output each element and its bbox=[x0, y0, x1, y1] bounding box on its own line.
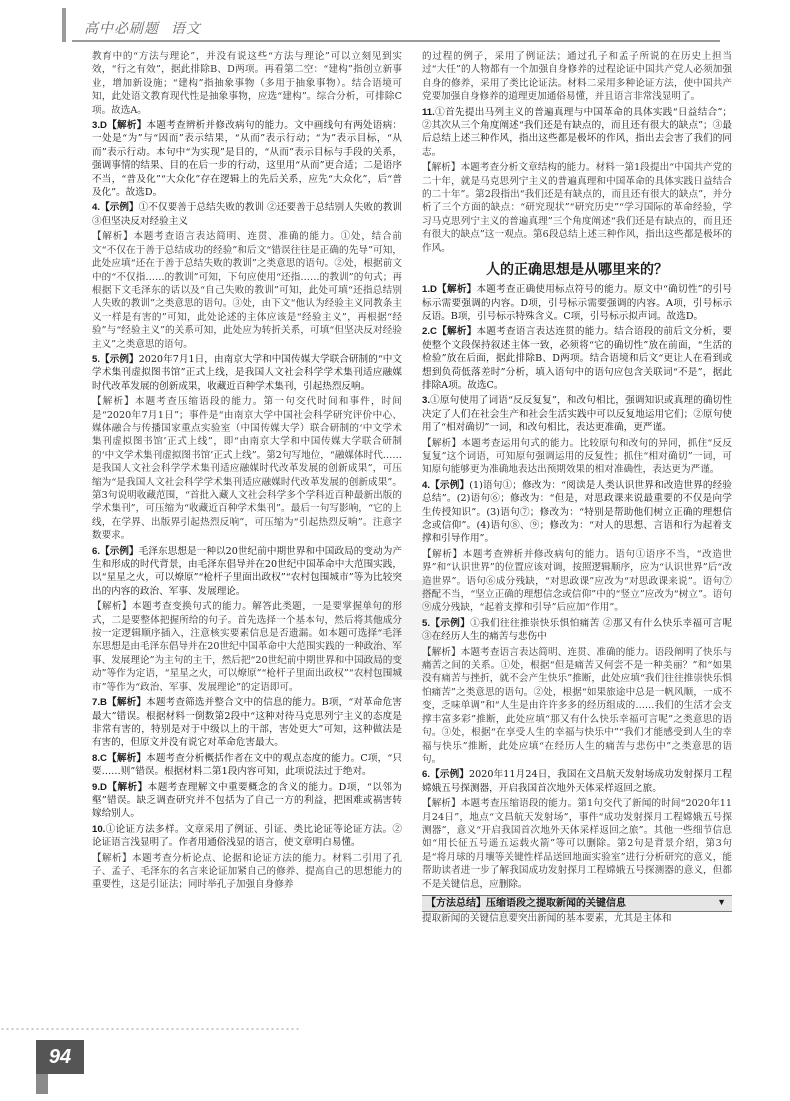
item-number: 3. bbox=[422, 395, 431, 407]
item-text: 毛泽东思想是一种以20世纪前中期世界和中国政局的变动为产生和形成的时代背景，由毛泽东倡导并在20世纪中国革命中大范围实践，以“星星之火，可以燎原”“枪杆子里面出政权”“农村包围城市”等为比较突出的内容的政治、军事、发展理论。 bbox=[92, 545, 402, 597]
item-tag: 【解析】 bbox=[436, 326, 477, 338]
method-summary-label: 【方法总结】压缩语段之提取新闻的关键信息 bbox=[426, 897, 626, 909]
answer-item bbox=[422, 768, 732, 795]
answer-letter: D bbox=[100, 120, 107, 132]
answer-item bbox=[92, 201, 402, 228]
item-number: 7. bbox=[92, 697, 101, 709]
analysis-paragraph: 教育中的“方法与理论”，并没有说这些“方法与理论”可以立刻见到实效，“行之有效”，据此排除B、D两项。再看第二空：“建构”指创立新事业，增加新设施；“建构”指抽象事物（多用于抽象事物）。结合语境可知，此处语文教育现代性是抽象事物，应选“建构”。综合分析，可排除C项。故选A。 bbox=[92, 51, 402, 116]
answer-letter: C bbox=[430, 326, 437, 338]
item-number: 6. bbox=[422, 769, 431, 781]
page-number: 94 bbox=[36, 1040, 84, 1074]
answer-item bbox=[92, 781, 402, 821]
item-number: 9. bbox=[92, 781, 101, 793]
section-title: 人的正确思想是从哪里来的？ bbox=[486, 261, 668, 278]
item-tag: 【示例】 bbox=[430, 617, 471, 629]
item-number: 6. bbox=[92, 545, 101, 557]
analysis-paragraph: 【解析】本题考查压缩语段的能力。第一句交代时间和事件，时间是“2020年7月1日”；事件是“由南京大学中国社会科学研究评价中心、媒体融合与传播国家重点实验室（中国传媒大学）联合研制的‘中文学术集刊虚拟图书馆’正式上线”，即“由南京大学和中国传媒大学联合研制的‘中文学术集刊虚拟图书馆’正式上线”。第2句写地位，“融媒体时代……是我国人文社会科学学术集刊适应融媒时代改革发展的创新成果”，可压缩为“是我国人文社会科学学术集刊适应融媒时代改革发展的创新成果”。第3句说明收藏范围，“首批入藏人文社会科学多个学科近百种最新出版的学术集刊”，可压缩为“收藏近百种学术集刊”。最后一句写影响，“它的上线，在学界、出版界引起热烈反响”，可压缩为“引起热烈反响”。注意字数要求。 bbox=[92, 396, 402, 542]
item-number: 8. bbox=[92, 752, 101, 764]
item-text: 本题考查筛选并整合文中的信息的能力。B项，“对革命危害最大”错误。根据材料一倒数第2段中“这种对待马克思列宁主义的态度是非常有害的，特别是对于中级以上的干部，害处更大”可知，这种做法是有害的，但原文并没有说它对革命危害最大。 bbox=[92, 697, 402, 749]
item-tag: 【解析】 bbox=[106, 781, 148, 793]
item-text: ①论证方法多样。文章采用了例证、引证、类比论证等论证方法。②论证语言浅显明了。作者用通俗浅显的语言，使文章明白易懂。 bbox=[92, 823, 402, 849]
answer-item bbox=[92, 823, 402, 850]
item-text: 本题考查辨析并修改病句的能力。文中画线句有两处语病：一处是“为”与“因而”表示结果，“从而”表示行动；“为”表示目标，“从而”表示行动。本句中“为实现”是目的，“从而”表示目标与手段的关系，强调事情的结果、目的在后一步的行动，这里用“从而”更合适；二是语序不当，“普及化”“大众化”存在逻辑上的先后关系，应先“大众化”，后“普及化”。故选D。 bbox=[92, 120, 402, 199]
answer-item bbox=[422, 325, 732, 392]
method-summary-box bbox=[422, 895, 732, 912]
answer-item bbox=[92, 545, 402, 599]
item-number: 5. bbox=[422, 617, 431, 629]
answer-item bbox=[92, 353, 402, 393]
left-column bbox=[92, 50, 402, 1050]
item-text: 本题考查分析概括作者在文中的观点态度的能力。C项，“只要……则”错误。根据材料二第1段内容可知，此项说法过于绝对。 bbox=[92, 752, 402, 778]
item-number: 11. bbox=[422, 106, 435, 118]
item-text: ①首先提出马列主义的普遍真理与中国革命的具体实践“日益结合”；②其次从三个角度阐述“我们还是有缺点的，而且还有很大的缺点”；③最后总结上述三种作风，指出这些都是极坏的作风，指出去会害了我们的同志。 bbox=[422, 106, 732, 158]
item-text: ①我们往往推崇快乐惧怕痛苦 ②那又有什么快乐幸福可言呢 ③在经历人生的痛苦与悲伤中 bbox=[422, 617, 732, 643]
analysis-paragraph: 【解析】本题考查分析论点、论据和论证方法的能力。材料二引用了孔子、孟子、毛泽东的名言来论证加紧自己的修养、提高自己的思想能力的重要性，这是引证法；同时举孔子加强自身修养 bbox=[92, 852, 402, 891]
item-text: ①原句使用了词语“反反复复”，和改句相比，强调知识或真理的确切性决定了人们在社会生产和社会生活实践中可以反复地运用它们；②原句使用了“相对确切”一词，和改句相比，表达更准确，更严谨。 bbox=[422, 395, 732, 434]
triangle-down-icon: ▼ bbox=[717, 896, 726, 907]
item-number: 3. bbox=[92, 120, 101, 132]
item-text: 2020年7月1日，由南京大学和中国传媒大学联合研制的“中文学术集刊虚拟图书馆”正式上线，是我国人文社会科学学术集刊适应融媒时代改革发展的创新成果，收藏近百种学术集刊，引起热烈反响。 bbox=[92, 353, 402, 392]
item-number: 4. bbox=[92, 202, 101, 214]
analysis-paragraph: 【解析】本题考查运用句式的能力。比较原句和改句的异同，抓住“反反复复”这个词语，可知原句强调运用的反复性；抓住“相对确切”一词，可知原句能够更为准确地表达出预期效果的相对准确性，表达更为严谨。 bbox=[422, 437, 732, 476]
answer-item bbox=[92, 696, 402, 750]
footer-dots bbox=[0, 1028, 300, 1030]
header-rule bbox=[72, 40, 720, 42]
answer-item bbox=[422, 394, 732, 434]
answer-letter: D bbox=[430, 284, 437, 296]
answer-letter: D bbox=[100, 781, 107, 793]
item-text: 本题考查语言表达连贯的能力。结合语段的前后文分析，要使整个文段保持叙述主体一致，必须将“它的确切性”放在前面，“生活的检验”放在后面，据此排除B、D两项。结合语境和后文“更让人在看到或想到负荷低落差时”分析，填入语句中的语句应包含关联词“不是”，据此排除A项。故选C。 bbox=[422, 326, 732, 391]
item-text: ①不仅要善于总结失败的教训 ②还要善于总结别人失败的教训 ③但坚决反对经验主义 bbox=[92, 202, 402, 227]
header-corner-bar bbox=[62, 8, 66, 42]
answer-letter: B bbox=[100, 697, 107, 709]
analysis-paragraph: 【解析】本题考查辨析并修改病句的能力。语句①语序不当，“改造世界”和“认识世界”的位置应该对调，按照逻辑顺序，应为“认识世界”后“改造世界”。语句⑥成分残缺，“对思政课”应改为“对思政课来说”。语句⑦搭配不当，“坚立正确的理想信念或信仰”中的“竖立”应改为“树立”。语句⑨成分残缺，“起着支撑和引导”后应加“作用”。 bbox=[422, 548, 732, 614]
item-tag: 【解析】 bbox=[106, 697, 147, 709]
answer-item bbox=[422, 283, 732, 323]
item-number: 5. bbox=[92, 353, 101, 365]
answer-item bbox=[422, 617, 732, 644]
item-number: 2. bbox=[422, 326, 431, 338]
analysis-paragraph: 【解析】本题考查压缩语段的能力。第1句交代了新闻的时间“2020年11月24日”，地点“文昌航天发射场”，事件“成功发射探月工程嫦娥五号探测器”，意义“开启我国首次地外天体采样返回之旅”。其他一些细节信息如“用长征五号遥五运载火箭”等可以删除。第2句是背景介绍，第3句是“将月球的月壤等关键性样品送回地面实验室”进行分析研究的意义，能帮助读者进一步了解我国成功发射探月工程嫦娥五号探测器的意义，但都不是关键信息，应删除。 bbox=[422, 798, 732, 890]
header-title bbox=[84, 18, 201, 38]
answer-item bbox=[422, 106, 732, 160]
analysis-paragraph: 【解析】本题考查语言表达简明、连贯、准确的能力。①处，结合前文“不仅在于善于总结成功的经验”和后文“错误往往是正确的先导”可知，此处应填“还在于善于总结失败的教训”之类意思的语句。②处，根据前文中的“不仅指……的教训”可知，下句应使用“还指……的教训”的句式；再根据下文毛泽东的话以及“自己失败的教训”可知，此处可填“还指总结别人失败的教训”之类意思的语句。③处，由下文“他认为经验主义同教条主义一样是有害的”可知，此处论述的主体应该是“经验主义”，再根据“经验”与“经验主义”的关系可知，此处应为转折关系，可填“但坚决反对经验主义”之类意思的语句。 bbox=[92, 231, 402, 350]
item-number: 4. bbox=[422, 479, 431, 491]
subject-title: 语文 bbox=[171, 20, 201, 36]
item-tag: 【解析】 bbox=[106, 120, 147, 132]
analysis-paragraph: 【解析】本题考查分析文章结构的能力。材料一第1段提出“中国共产党的二十年，就是马克思列宁主义的普遍真理和中国革命的具体实践日益结合的二十年”。第2段指出“我们还是有缺点的，而且还有很大的缺点”，并分析了三个方面的缺点：“研究现状”“研究历史”“学习国际的革命经验，学习马克思列宁主义的普遍真理”三个角度阐述“我们还是有缺点的，而且还有很大的缺点”这一观点。第6段总结上述三种作风，指出这些都是极坏的作风。 bbox=[422, 162, 732, 254]
analysis-paragraph: 的过程的例子，采用了例证法；通过孔子和孟子所说的在历史上担当过“大任”的人物都有一个加强自身修养的过程论证中国共产党人必须加强自身的修养，采用了类比论证法。材料二采用多种论证方法，使中国共产党要加强自身修养的道理更加通俗易懂，并且语言非常浅显明了。 bbox=[422, 51, 732, 103]
answer-item bbox=[422, 479, 732, 546]
right-column bbox=[422, 50, 732, 1050]
item-tag: 【示例】 bbox=[430, 769, 470, 781]
answer-item bbox=[92, 752, 402, 779]
item-number: 1. bbox=[422, 284, 431, 296]
item-tag: 【示例】 bbox=[100, 545, 139, 557]
footer-bar bbox=[36, 1074, 48, 1094]
item-number: 10. bbox=[92, 823, 106, 835]
item-text: (1)语句①；修改为：“阅读是人类认识世界和改造世界的经验总结”。(2)语句⑥；修改为：“但是，对思政课来说最重要的不仅是向学生传授知识”。(3)语句⑦；修改为：“特别是帮助他们树立正确的理想信念或信仰”。(4)语句⑧、⑨；修改为：“对人的思想、言语和行为起着支撑和引导作用”。 bbox=[422, 479, 732, 545]
book-title: 高中必刷题 bbox=[84, 20, 159, 36]
content-columns bbox=[92, 50, 732, 1050]
item-tag: 【示例】 bbox=[100, 353, 139, 365]
analysis-paragraph: 提取新闻的关键信息要突出新闻的基本要素，尤其是主体和 bbox=[422, 913, 672, 925]
item-tag: 【解析】 bbox=[436, 284, 477, 296]
analysis-paragraph: 【解析】本题考查变换句式的能力。解答此类题，一是要掌握单句的形式，二是要整体把握所给的句子。首先选择一个基本句，然后将其他成分按一定逻辑顺序插入，注意核实要素信息是否遗漏。如本题可选择“毛泽东思想是由毛泽东倡导并在20世纪中国革命中大范围实践的一种政治、军事、发展理论”为主句的主干，然后把“20世纪前中期世界和中国政局的变动”等作为定语，“星星之火，可以燎原”“枪杆子里面出政权”“农村包围城市”等作为“政治、军事、发展理论”的定语即可。 bbox=[92, 601, 402, 693]
item-tag: 【示例】 bbox=[430, 479, 470, 491]
item-tag: 【解析】 bbox=[106, 752, 147, 764]
answer-letter: C bbox=[100, 752, 107, 764]
item-text: 本题考查正确使用标点符号的能力。原文中“确切性”的引号标示需要强调的内容。D项，引号标示需要强调的内容。A项，引号标示反语。B项，引号标示特殊含义。C项，引号标示拟声词。故选D。 bbox=[422, 284, 732, 322]
item-text: 本题考查理解文中重要概念的含义的能力。D项，“以邻为壑”错误。缺乏调查研究并不包括为了自己一方的利益，把困难或祸害转嫁给别人。 bbox=[92, 781, 402, 820]
answer-item bbox=[92, 119, 402, 199]
item-tag: 【示例】 bbox=[100, 202, 139, 214]
item-text: 2020年11月24日，我国在文昌航天发射场成功发射探月工程嫦娥五号探测器，开启我国首次地外天体采样返回之旅。 bbox=[422, 769, 732, 794]
analysis-paragraph: 【解析】本题考查语言表达简明、连贯、准确的能力。语段阐明了快乐与痛苦之间的关系。①处，根据“但是痛苦又何尝不是一种美丽？”和“如果没有痛苦与挫折，就不会产生快乐”推断，此处应填“我们往往推崇快乐惧怕痛苦”之类意思的语句。②处，根据“如果旅途中总是一帆风顺，一成不变，乏味单调”和“人生是由许许多多的经历组成的……我们的生活才会支撑丰富多彩”推断，此处应填“那又有什么快乐幸福可言呢”之类意思的语句。③处，根据“在享受人生的幸福与快乐中”“我们才能感受到人生的幸福与快乐”推断，此处应填“在经历人生的痛苦与悲伤中”之类意思的语句。 bbox=[422, 646, 732, 765]
